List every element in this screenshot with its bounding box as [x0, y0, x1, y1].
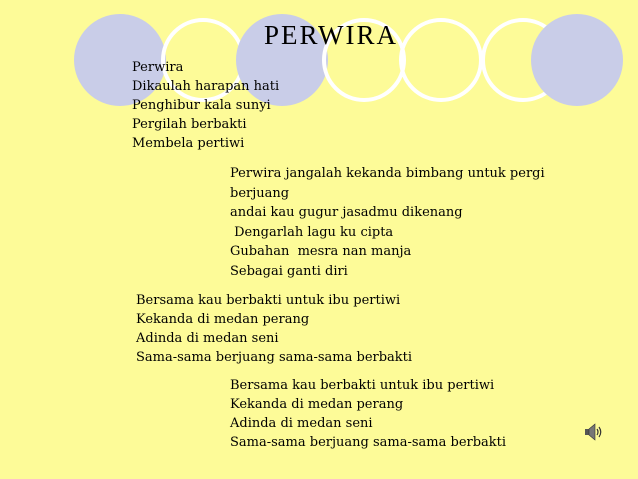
- text-line: Sama-sama berjuang sama-sama berbakti: [136, 350, 413, 365]
- slide-title: PERWIRA: [263, 20, 398, 50]
- text-line: Sama-sama berjuang sama-sama berbakti: [230, 435, 507, 450]
- text-line: Adinda di medan seni: [136, 331, 279, 346]
- text-line: Dengarlah lagu ku cipta: [230, 224, 394, 240]
- text-line: Kekanda di medan perang: [230, 397, 404, 412]
- text-line: Membela pertiwi: [132, 136, 245, 151]
- text-line: Kekanda di medan perang: [136, 312, 310, 327]
- text-line: Bersama kau berbakti untuk ibu pertiwi: [136, 293, 401, 308]
- stanza-4: [230, 376, 506, 452]
- text-line: Pergilah berbakti: [132, 117, 247, 132]
- decorative-circles: [0, 0, 638, 110]
- text-line: Adinda di medan seni: [230, 416, 373, 431]
- text-line: Dikaulah harapan hati: [132, 79, 280, 94]
- text-line: Perwira jangalah kekanda bimbang untuk pergi: [230, 166, 545, 181]
- text-line: berjuang: [230, 185, 290, 201]
- stanza-3: [136, 291, 412, 367]
- text-line: Perwira: [132, 60, 184, 75]
- text-line: andai kau gugur jasadmu dikenang: [230, 205, 463, 220]
- text-line: Bersama kau berbakti untuk ibu pertiwi: [230, 378, 495, 393]
- text-line: Penghibur kala sunyi: [132, 98, 271, 113]
- text-line: Gubahan mesra nan manja: [230, 244, 412, 259]
- stanza-1: [132, 58, 279, 153]
- speaker-icon[interactable]: [583, 421, 605, 443]
- text-line: Sebagai ganti diri: [230, 263, 348, 279]
- stanza-2: [230, 164, 545, 281]
